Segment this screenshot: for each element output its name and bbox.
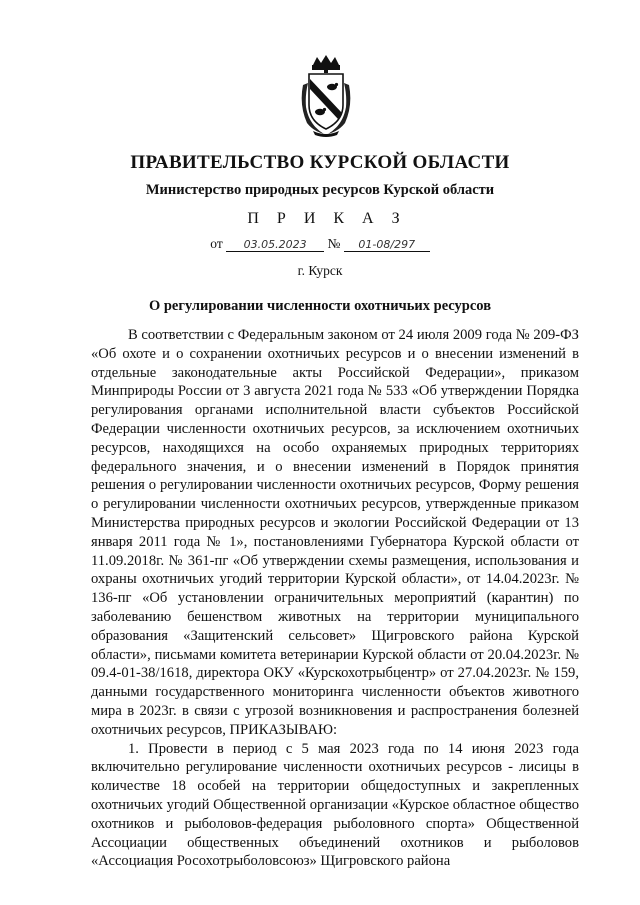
number-prefix: № xyxy=(327,236,341,251)
handwritten-date: 03.05.2023 xyxy=(226,238,324,252)
coat-of-arms-emblem xyxy=(297,55,355,137)
order-item-1-paragraph: 1. Провести в период с 5 мая 2023 года по 14 июня 2023 года включительно регулирование численности охотничьих ресурсов - лисицы в количестве 18 особей на территории общедоступных и закрепленных охотничьих угодий Общественной организации «Курское областное общество охотников и рыболовов-федерация рыболовного спорта» Общественной Ассоциации общественных объединений охотников и рыболовов «Ассоциация Росохотрыболовсоюз» Щигровского района xyxy=(91,740,579,870)
city-line: г. Курск xyxy=(297,263,343,278)
ministry-name: Министерство природных ресурсов Курской области xyxy=(145,182,495,198)
document-subject: О регулировании численности охотничьих ресурсов xyxy=(148,298,492,314)
document-body xyxy=(91,326,579,871)
handwritten-number: 01-08/297 xyxy=(344,238,430,252)
preamble-paragraph: В соответствии с Федеральным законом от 24 июля 2009 года № 209-ФЗ «Об охоте и о сохранении охотничьих ресурсов и о внесении изменений в отдельные законодательные акты Российской Федерации», приказом Минприроды России от 3 августа 2021 года № 533 «Об утверждении Порядка регулирования органами исполнительной власти субъектов Российской Федерации численности охотничьих ресурсов, за исключением охотничьих ресурсов, находящихся на особо охраняемых природных территориях федерального значения, и о внесении изменений в Порядок принятия решения о регулировании численности охотничьих ресурсов, Форму решения о регулировании численности охотничьих ресурсов, утвержденные приказом Министерства природных ресурсов и экологии Российской Федерации от 13 января 2011 года № 1», постановлениями Губернатора Курской области от 11.09.2018г. № 361-пг «Об утверждении схемы размещения, использования и охраны охотничьих угодий территории Курской области», от 14.04.2023г. № 136-пг «Об установлении ограничительных мероприятий (карантин) по заболеванию бешенством животных на территории муниципального образования «Защитенский сельсовет» Щигровского района Курской области», письмами комитета ветеринарии Курской области от 20.04.2023г. № 09.4-01-38/1618, директора ОКУ «Курскохотрыбцентр» от 27.04.2023г. № 159, данными государственного мониторинга численности объектов животного мира в 2023г. в связи с угрозой возникновения и распространения болезней охотничьих ресурсов, ПРИКАЗЫВАЮ: xyxy=(91,327,579,738)
date-number-line xyxy=(0,236,640,252)
document-type: П Р И К А З xyxy=(247,210,407,227)
date-prefix: от xyxy=(210,236,223,251)
government-title: ПРАВИТЕЛЬСТВО КУРСКОЙ ОБЛАСТИ xyxy=(130,152,510,173)
